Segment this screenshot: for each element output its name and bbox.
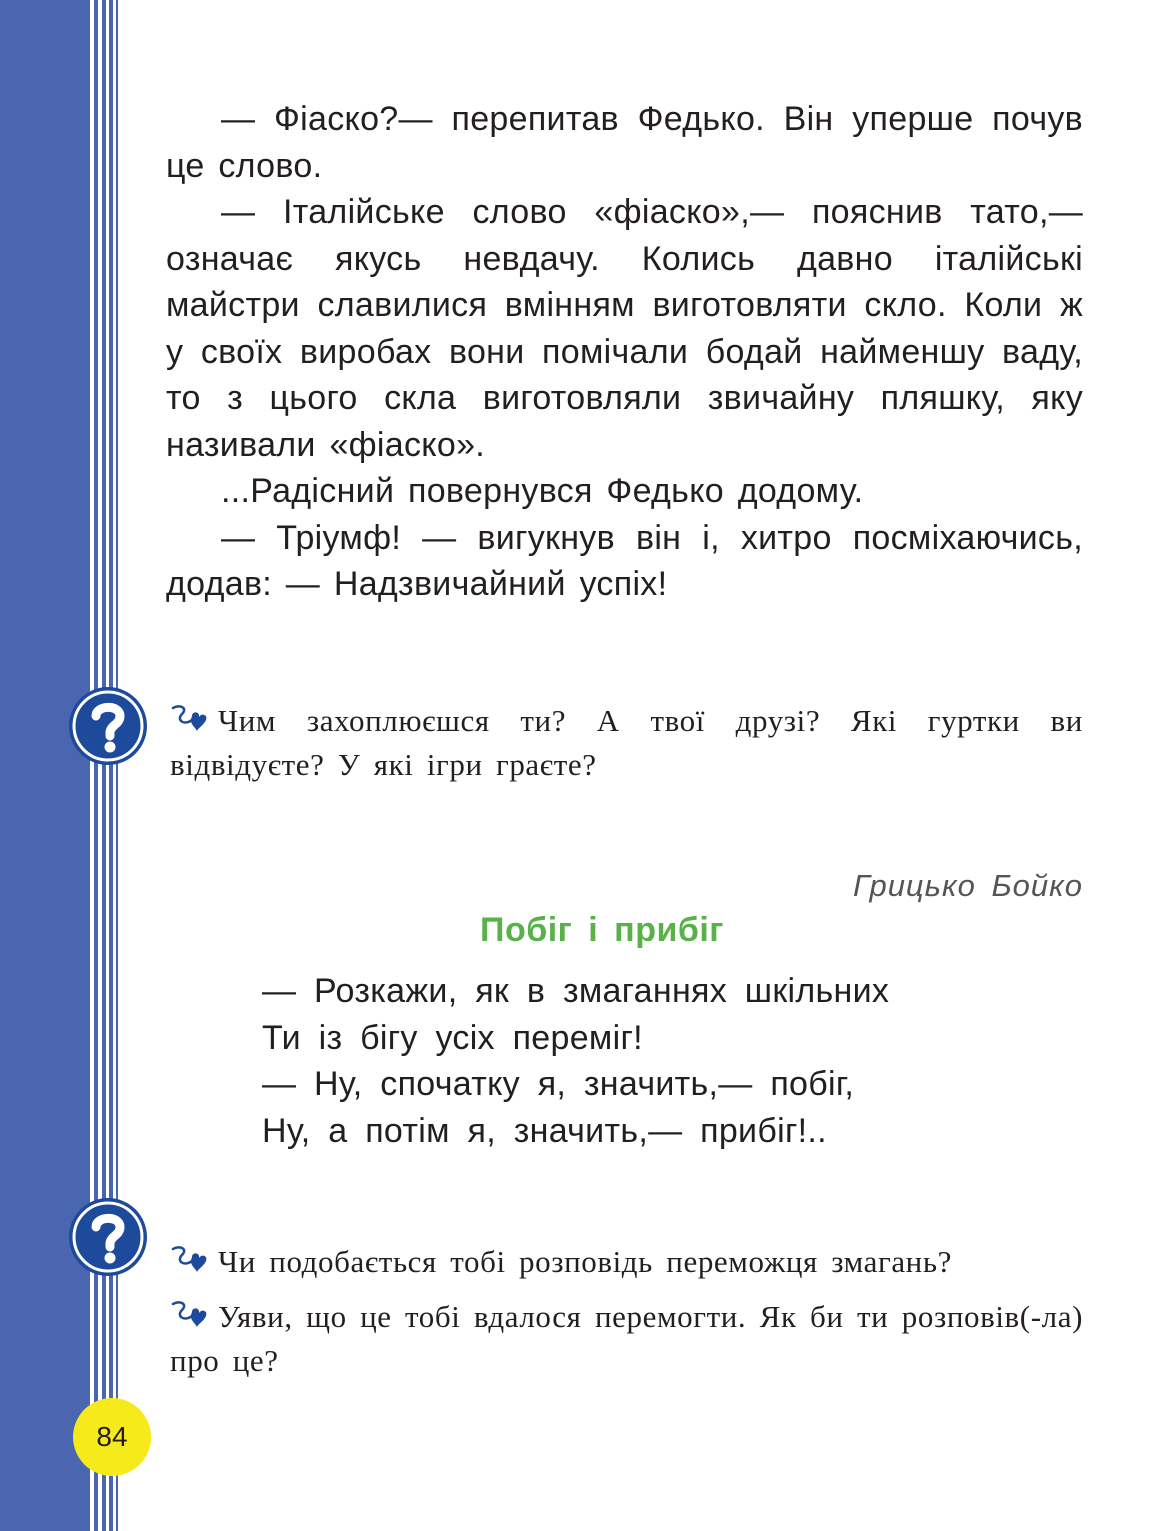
question-item (170, 1240, 1083, 1284)
pen-heart-bullet-icon (170, 1245, 218, 1275)
poem-text (262, 968, 889, 1154)
question-text: Уяви, що це тобі вдалося перемогти. Як би ти розповів(-ла) про це? (170, 1299, 1083, 1378)
poem-line: Ну, а потім я, значить,— прибіг!.. (262, 1111, 827, 1150)
question-item (170, 1295, 1083, 1383)
pen-heart-bullet-icon (170, 1300, 218, 1330)
story-paragraph: — Італійське слово «фіаско»,— пояснив тато,— означає якусь невдачу. Колись давно італійські майстри славилися вмінням виготовляти скло. Коли ж у своїх виробах вони помічали бодай найменшу ваду, то з цього скла виготовляли звичайну пляшку, яку називали «фіаско». (166, 193, 1083, 464)
poem-line: Ти із бігу усіх переміг! (262, 1018, 643, 1057)
question-text: Чи подобається тобі розповідь переможця змагань? (218, 1244, 952, 1279)
poem-line: — Розкажи, як в змаганнях шкільних (262, 972, 890, 1010)
pen-heart-bullet-icon (170, 704, 218, 734)
poem-line: — Ну, спочатку я, значить,— побіг, (262, 1065, 855, 1103)
story-paragraph: — Фіаско?— перепитав Федько. Він уперше почув це слово. (166, 100, 1083, 185)
story-paragraph: ...Радісний повернувся Федько додому. (221, 472, 864, 510)
question-text: Чим захоплюєшся ти? А твої друзі? Які гуртки ви відвідуєте? У які ігри граєте? (170, 703, 1083, 782)
poem-author: Грицько Бойко (852, 868, 1083, 903)
question-mark-circle-icon (67, 1196, 149, 1278)
page-number-badge: 84 (73, 1398, 151, 1476)
question-item (170, 699, 1083, 787)
story-paragraph: — Тріумф! — вигукнув він і, хитро посміхаючись, додав: — Надзвичайний успіх! (166, 518, 1083, 603)
poem-title: Побіг і прибіг (480, 911, 724, 949)
question-mark-circle-icon (67, 685, 149, 767)
story-text (166, 96, 1083, 608)
